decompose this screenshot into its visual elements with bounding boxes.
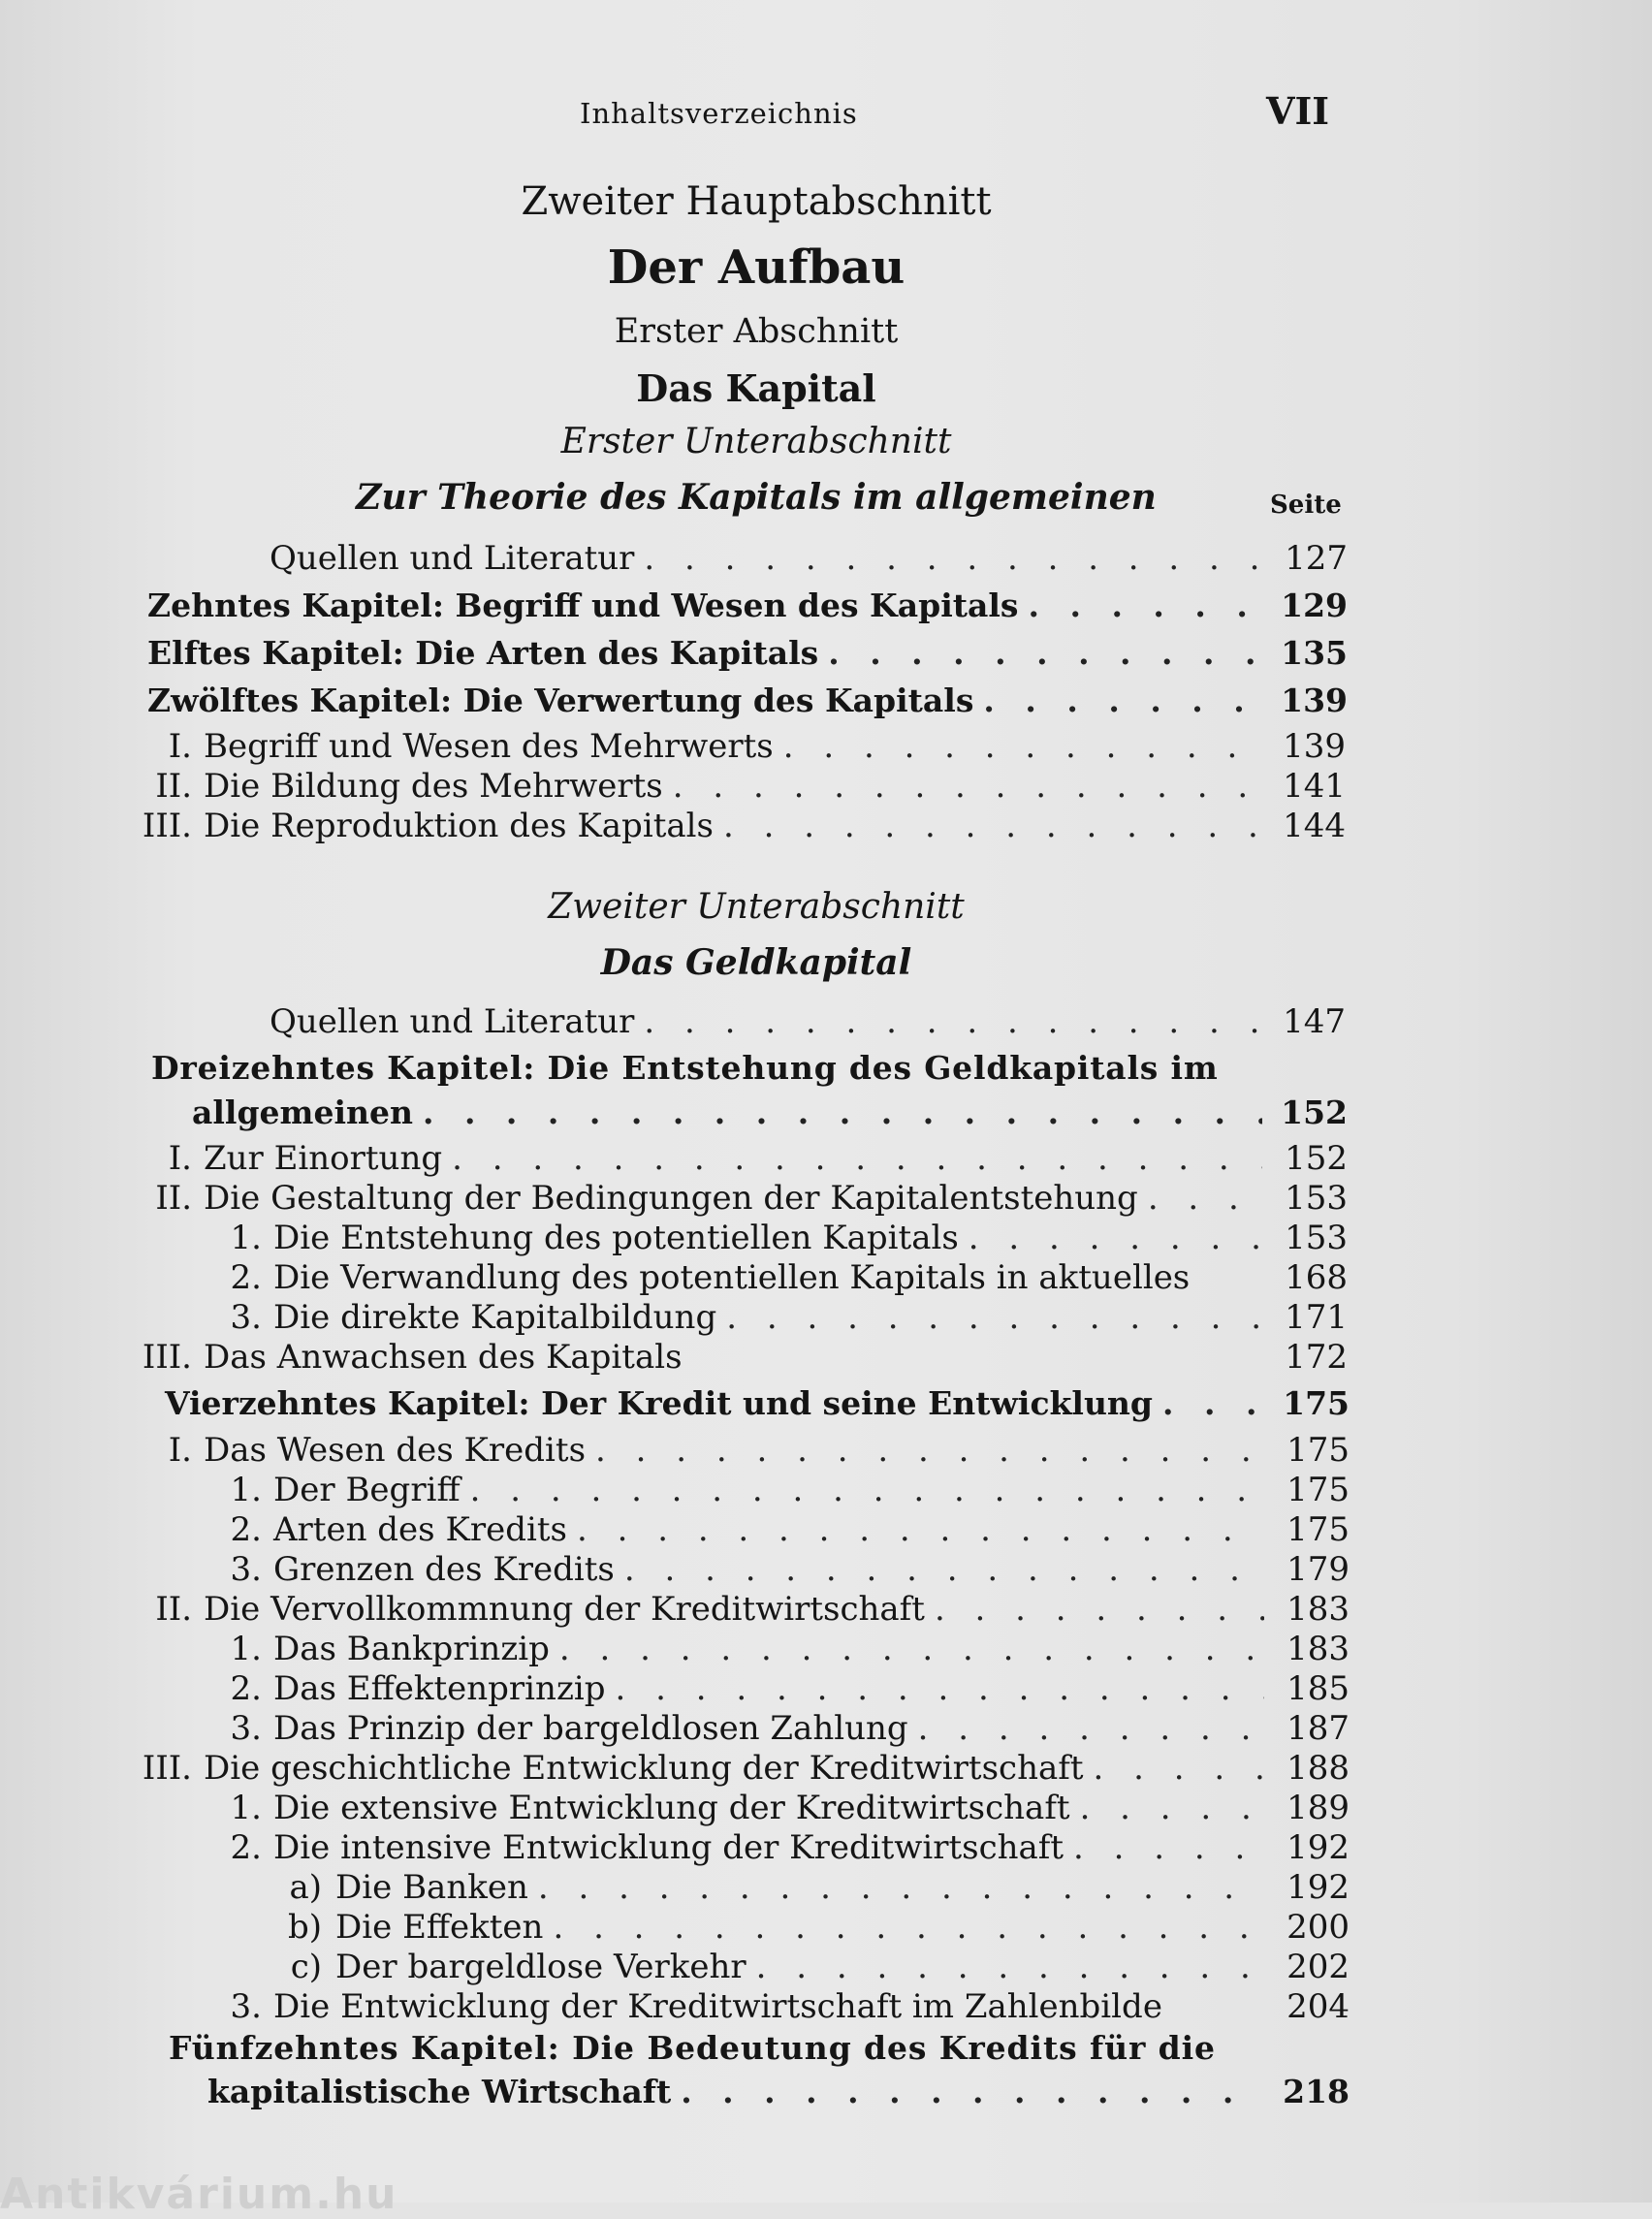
toc-entry-page: 189 bbox=[1287, 1789, 1350, 1827]
toc-entry bbox=[0, 1471, 1350, 1509]
toc-entry-page: 200 bbox=[1287, 1908, 1350, 1947]
leader-dots bbox=[828, 634, 1262, 673]
toc-chapter bbox=[147, 634, 1348, 673]
subsection-a-label: Erster Unterabschnitt bbox=[560, 422, 952, 461]
toc-entry bbox=[0, 1338, 1348, 1377]
toc-entry-page: 204 bbox=[1287, 1987, 1350, 2026]
toc-entry bbox=[270, 1002, 1346, 1041]
toc-entry bbox=[270, 539, 1348, 578]
leader-dots bbox=[577, 1510, 1264, 1549]
toc-entry bbox=[0, 1749, 1350, 1788]
toc-entry-number: II. bbox=[155, 767, 192, 806]
toc-entry bbox=[0, 1550, 1350, 1589]
toc-entry-page: 135 bbox=[1281, 634, 1348, 672]
leader-dots bbox=[726, 1298, 1262, 1337]
toc-entry-page: 187 bbox=[1287, 1709, 1350, 1748]
toc-entry bbox=[0, 1139, 1348, 1178]
toc-entry-page: 144 bbox=[1283, 807, 1346, 845]
leader-dots bbox=[1028, 586, 1262, 625]
leader-dots bbox=[918, 1709, 1264, 1748]
toc-entry-text: Der Begriff bbox=[273, 1471, 461, 1509]
toc-entry-text: Die Banken bbox=[335, 1868, 528, 1907]
toc-entry-number: II. bbox=[155, 1590, 192, 1629]
subsection-a-title: Zur Theorie des Kapitals im allgemeinen bbox=[356, 477, 1157, 518]
leader-dots bbox=[644, 1002, 1260, 1041]
toc-entry-text: Die Vervollkommnung der Kreditwirtschaft bbox=[204, 1590, 925, 1629]
toc-entry-text: Die Entstehung des potentiellen Kapitals bbox=[273, 1219, 959, 1257]
toc-entry-text: Das Effektenprinzip bbox=[273, 1669, 606, 1708]
subsection-b-title: Das Geldkapital bbox=[600, 942, 912, 983]
toc-entry bbox=[0, 1510, 1350, 1549]
toc-entry bbox=[0, 1908, 1350, 1947]
toc-entry-page: 202 bbox=[1287, 1948, 1350, 1986]
leader-dots bbox=[644, 539, 1262, 578]
toc-entry bbox=[0, 1431, 1350, 1470]
toc-entry-page: 152 bbox=[1285, 1139, 1348, 1178]
toc-entry-page: 192 bbox=[1287, 1868, 1350, 1907]
toc-chapter-line1: Dreizehntes Kapitel: Die Entstehung des Geldkapitals im bbox=[151, 1049, 1219, 1087]
toc-entry-text: Arten des Kredits bbox=[273, 1510, 567, 1549]
toc-entry bbox=[0, 1590, 1350, 1629]
leader-dots bbox=[783, 727, 1260, 766]
toc-entry-text: Zwölftes Kapitel: Die Verwertung des Kapitals bbox=[147, 682, 974, 719]
toc-entry bbox=[0, 1789, 1350, 1827]
toc-entry-page: 175 bbox=[1287, 1431, 1350, 1470]
toc-entry-page: 168 bbox=[1285, 1258, 1348, 1297]
running-head: Inhaltsverzeichnis bbox=[580, 97, 858, 130]
toc-entry-text: Grenzen des Kredits bbox=[273, 1550, 615, 1589]
toc-entry-text: Die Reproduktion des Kapitals bbox=[204, 807, 714, 845]
toc-entry-number: I. bbox=[168, 1139, 192, 1178]
toc-entry bbox=[0, 807, 1346, 845]
toc-entry-number: 1. bbox=[230, 1219, 262, 1257]
leader-dots bbox=[673, 767, 1260, 806]
seite-label: Seite bbox=[1270, 491, 1342, 520]
toc-entry-page: 185 bbox=[1287, 1669, 1350, 1708]
toc-entry-page: 152 bbox=[1281, 1094, 1348, 1131]
toc-entry-page: 129 bbox=[1281, 586, 1348, 624]
toc-entry-number: I. bbox=[168, 1431, 192, 1470]
toc-entry-page: 179 bbox=[1287, 1550, 1350, 1589]
toc-entry-page: 172 bbox=[1285, 1338, 1348, 1377]
toc-entry-number: II. bbox=[155, 1179, 192, 1218]
toc-entry-text: Die direkte Kapitalbildung bbox=[273, 1298, 717, 1337]
toc-entry-number: 2. bbox=[230, 1669, 262, 1708]
part-label: Zweiter Hauptabschnitt bbox=[521, 179, 992, 224]
toc-entry bbox=[0, 1669, 1350, 1708]
toc-entry-number: I. bbox=[168, 727, 192, 766]
toc-entry-number: III. bbox=[142, 1338, 192, 1377]
leader-dots bbox=[624, 1550, 1264, 1589]
section-label: Erster Abschnitt bbox=[614, 312, 899, 351]
toc-entry-text: Vierzehntes Kapitel: Der Kredit und seine Entwicklung bbox=[165, 1384, 1154, 1422]
toc-entry-number: 3. bbox=[230, 1550, 262, 1589]
leader-dots bbox=[1080, 1789, 1264, 1827]
leader-dots bbox=[983, 682, 1262, 720]
toc-entry-number: 3. bbox=[230, 1709, 262, 1748]
toc-entry bbox=[0, 1258, 1348, 1297]
page-number: VII bbox=[1266, 89, 1330, 133]
toc-entry-number: 1. bbox=[230, 1630, 262, 1668]
toc-entry-page: 175 bbox=[1283, 1384, 1350, 1422]
toc-entry-number: a) bbox=[289, 1868, 322, 1907]
toc-entry-page: 139 bbox=[1281, 682, 1348, 719]
leader-dots bbox=[1073, 1828, 1264, 1867]
toc-entry-page: 153 bbox=[1285, 1179, 1348, 1218]
leader-dots bbox=[616, 1669, 1264, 1708]
toc-chapter bbox=[147, 586, 1348, 625]
leader-dots bbox=[553, 1908, 1264, 1947]
toc-entry-text: Das Wesen des Kredits bbox=[204, 1431, 587, 1470]
toc-entry bbox=[0, 727, 1346, 766]
toc-entry-text: kapitalistische Wirtschaft bbox=[207, 2073, 672, 2110]
leader-dots bbox=[538, 1868, 1264, 1907]
toc-entry bbox=[0, 1298, 1348, 1337]
toc-entry-number: 2. bbox=[230, 1828, 262, 1867]
section-title: Das Kapital bbox=[636, 366, 876, 410]
toc-entry-text: Die Bildung des Mehrwerts bbox=[204, 767, 663, 806]
toc-entry-number: 3. bbox=[230, 1987, 262, 2026]
toc-entry-text: Der bargeldlose Verkehr bbox=[335, 1948, 747, 1986]
toc-entry-number: 2. bbox=[230, 1510, 262, 1549]
toc-chapter bbox=[147, 682, 1348, 720]
part-title: Der Aufbau bbox=[607, 240, 905, 295]
toc-entry-number: III. bbox=[142, 807, 192, 845]
toc-entry-number: 1. bbox=[230, 1471, 262, 1509]
leader-dots bbox=[935, 1590, 1264, 1629]
toc-entry-page: 127 bbox=[1285, 539, 1348, 578]
toc-entry bbox=[0, 1987, 1350, 2026]
toc-entry-text: Die extensive Entwicklung der Kreditwirtschaft bbox=[273, 1789, 1070, 1827]
toc-entry bbox=[0, 1948, 1350, 1986]
toc-entry-text: Elftes Kapitel: Die Arten des Kapitals bbox=[147, 634, 819, 672]
toc-entry-text: Begriff und Wesen des Mehrwerts bbox=[204, 727, 774, 766]
toc-entry-text: Quellen und Literatur bbox=[270, 539, 635, 578]
toc-entry-number: III. bbox=[142, 1749, 192, 1788]
toc-chapter-line2 bbox=[192, 1094, 1348, 1132]
leader-dots bbox=[756, 1948, 1264, 1986]
toc-entry-text: Die Verwandlung des potentiellen Kapitals in aktuelles bbox=[273, 1258, 1191, 1297]
toc-entry-number: 2. bbox=[230, 1258, 262, 1297]
toc-entry-text: Das Bankprinzip bbox=[273, 1630, 550, 1668]
toc-entry-page: 218 bbox=[1283, 2073, 1350, 2110]
leader-dots bbox=[1162, 1384, 1264, 1423]
toc-entry-text: Das Prinzip der bargeldlosen Zahlung bbox=[273, 1709, 908, 1748]
toc-entry-number: c) bbox=[290, 1948, 322, 1986]
leader-dots bbox=[681, 2073, 1264, 2111]
toc-entry-text: Die intensive Entwicklung der Kreditwirtschaft bbox=[273, 1828, 1064, 1867]
toc-entry-page: 188 bbox=[1287, 1749, 1350, 1788]
leader-dots bbox=[969, 1219, 1262, 1257]
toc-entry bbox=[0, 1828, 1350, 1867]
leader-dots bbox=[452, 1139, 1262, 1178]
toc-entry-page: 175 bbox=[1287, 1471, 1350, 1509]
toc-entry-page: 139 bbox=[1283, 727, 1346, 766]
toc-entry-page: 141 bbox=[1283, 767, 1346, 806]
subsection-b-label: Zweiter Unterabschnitt bbox=[548, 887, 965, 927]
leader-dots bbox=[723, 807, 1260, 845]
toc-entry bbox=[0, 1868, 1350, 1907]
toc-entry-page: 147 bbox=[1283, 1002, 1346, 1041]
leader-dots bbox=[1148, 1179, 1262, 1218]
toc-entry-number: 3. bbox=[230, 1298, 262, 1337]
leader-dots bbox=[423, 1094, 1262, 1132]
toc-entry-text: Die geschichtliche Entwicklung der Kreditwirtschaft bbox=[204, 1749, 1084, 1788]
toc-entry-number: 1. bbox=[230, 1789, 262, 1827]
toc-entry-text: Zehntes Kapitel: Begriff und Wesen des Kapitals bbox=[147, 586, 1019, 624]
toc-entry-text: Die Entwicklung der Kreditwirtschaft im Zahlenbilde bbox=[273, 1987, 1162, 2026]
toc-entry bbox=[0, 1709, 1350, 1748]
toc-entry bbox=[0, 1219, 1348, 1257]
toc-entry-page: 183 bbox=[1287, 1590, 1350, 1629]
toc-entry-page: 192 bbox=[1287, 1828, 1350, 1867]
toc-chapter bbox=[165, 1384, 1350, 1423]
toc-chapter-line2 bbox=[207, 2073, 1350, 2111]
toc-entry-number: b) bbox=[287, 1908, 322, 1947]
toc-entry-text: Die Gestaltung der Bedingungen der Kapitalentstehung bbox=[204, 1179, 1138, 1218]
toc-entry bbox=[0, 767, 1346, 806]
toc-entry-text: Quellen und Literatur bbox=[270, 1002, 635, 1041]
leader-dots bbox=[470, 1471, 1264, 1509]
toc-entry-text: Die Effekten bbox=[335, 1908, 544, 1947]
toc-entry-text: Das Anwachsen des Kapitals bbox=[204, 1338, 683, 1377]
toc-entry-page: 175 bbox=[1287, 1510, 1350, 1549]
toc-entry-text: Zur Einortung bbox=[204, 1139, 443, 1178]
leader-dots bbox=[559, 1630, 1264, 1668]
toc-entry-text: allgemeinen bbox=[192, 1094, 413, 1131]
leader-dots bbox=[1094, 1749, 1265, 1788]
toc-entry-page: 153 bbox=[1285, 1219, 1348, 1257]
leader-dots bbox=[595, 1431, 1264, 1470]
watermark-text: Antikvárium.hu bbox=[0, 2170, 398, 2219]
toc-entry bbox=[0, 1630, 1350, 1668]
toc-entry-page: 183 bbox=[1287, 1630, 1350, 1668]
toc-entry-page: 171 bbox=[1285, 1298, 1348, 1337]
toc-chapter-line1: Fünfzehntes Kapitel: Die Bedeutung des Kredits für die bbox=[169, 2029, 1216, 2067]
toc-entry bbox=[0, 1179, 1348, 1218]
